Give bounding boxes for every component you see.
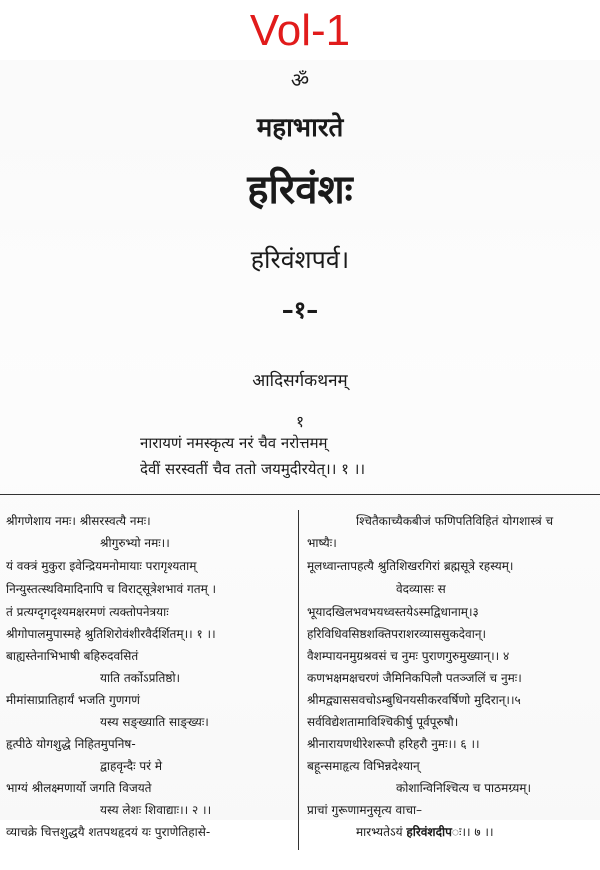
commentary-line: द्वाहवृन्दैः परं मे [100, 759, 163, 773]
column-divider [298, 510, 299, 850]
commentary-line: कणभक्षमक्षचरणं जैमिनिकपिलौ पतञ्जलिं च नुमः। [307, 671, 522, 685]
chapter-number: –१– [281, 296, 319, 324]
commentary-line: मीमांसाप्रातिहार्यं भजति गुणगणं [6, 693, 140, 707]
commentary-line: बहून्समाहृत्य विभिन्नदेश्यान् [307, 759, 420, 773]
harivamsha-deepa-bold: हरिवंशदीप [406, 825, 452, 839]
commentary-line: श्रीमद्व्याससवचोऽम्बुधिनयसीकरवर्षिणो मुदिरान्।।५ [307, 693, 521, 707]
title-harivamsha: हरिवंशः [247, 167, 353, 213]
commentary-line-final [356, 822, 494, 843]
verse-line: नारायणं नमस्कृत्य नरं चैव नरोत्तमम् [140, 434, 328, 452]
commentary-line: यं वक्त्रं मुकुरा इवेन्द्रियमनोमायाः परागृश्यताम् [6, 559, 197, 573]
commentary-line: प्राचां गुरूणामनुसृत्य वाचा– [307, 803, 423, 817]
om-symbol: ॐ [290, 68, 310, 92]
verse-line: देवीं सरस्वतीं चैव ततो जयमुदीरयेत्।। १ ।। [140, 460, 366, 478]
commentary-line: बाह्यस्तेनाभिभाषी बहिरुदवसितं [6, 649, 139, 663]
commentary-text: मारभ्यतेऽयं [356, 825, 407, 839]
commentary-line: याति तर्कोऽप्रतिष्ठो। [100, 671, 181, 685]
commentary-line: श्रीगुरुभ्यो नमः।। [100, 536, 170, 550]
commentary-text: ः।। ७ ।। [451, 825, 494, 839]
commentary-line: यस्य लेशः शिवाद्याः।। २ ।। [100, 803, 212, 817]
commentary-line: श्रीगणेशाय नमः। श्रीसरस्वत्यै नमः। [6, 514, 151, 528]
volume-label: Vol-1 [249, 6, 351, 55]
commentary-line: मूलध्वान्तापहत्यै श्रुतिशिखरगिरां ब्रह्मसूत्रे रहस्यम्। [307, 559, 514, 573]
commentary-line: निन्युस्तत्स्थविमादिनापि च विराट्सूत्रेशभावं गतम् । [6, 582, 217, 596]
commentary-line: हरिविधिवसिष्ठशक्तिपराशरव्याससुकदेवान्। [307, 627, 487, 641]
commentary-line: भूयादखिलभवभयध्वस्तयेऽस्मद्विधानाम्।३ [307, 605, 479, 619]
commentary-line: हृत्पीठे योगशुद्धे निहितमुपनिष- [6, 737, 136, 751]
commentary-line: श्चितैकाच्यैकबीजं फणिपतिविहितं योगशास्त्रं च [356, 514, 554, 528]
horizontal-divider [0, 494, 600, 495]
commentary-line: व्याचक्रे चित्तशुद्धयै शतपथहृदयं यः पुराणेतिहासे- [6, 825, 211, 839]
title-mahabharate: महाभारते [256, 113, 344, 143]
commentary-line: भाग्यं श्रीलक्ष्मणार्यो जगति विजयते [6, 781, 152, 795]
commentary-line: तं प्रत्यग्दृगदृश्यमक्षरमणं त्यक्तोपनेत्रयाः [6, 605, 169, 619]
verse-number: १ [295, 412, 305, 431]
commentary-line: श्रीगोपालमुपास्महे श्रुतिशिरोवंशीरवैर्दर्शितम्।। १ ।। [6, 627, 216, 641]
commentary-line: वैशम्पायनमुग्रश्रवसं च नुमः पुराणगुरुमुख्यान्।। ४ [307, 649, 510, 663]
commentary-line: सर्वविद्येशतामाविश्चिकीर्षु पूर्वपूरुषौ। [307, 715, 459, 729]
chapter-title: आदिसर्गकथनम् [252, 371, 348, 391]
parva-title: हरिवंशपर्व। [250, 245, 350, 274]
commentary-line: कोशान्विनिश्चित्य च पाठमग्र्यम्। [396, 781, 532, 795]
commentary-line: श्रीनारायणधीरेशरूपौ हरिहरौ नुमः।। ६ ।। [307, 737, 480, 751]
commentary-line: यस्य सङ्ख्याति साङ्ख्यः। [100, 715, 209, 729]
commentary-line: वेदव्यासः स [396, 582, 446, 596]
commentary-line: भाष्यैः। [307, 536, 337, 550]
